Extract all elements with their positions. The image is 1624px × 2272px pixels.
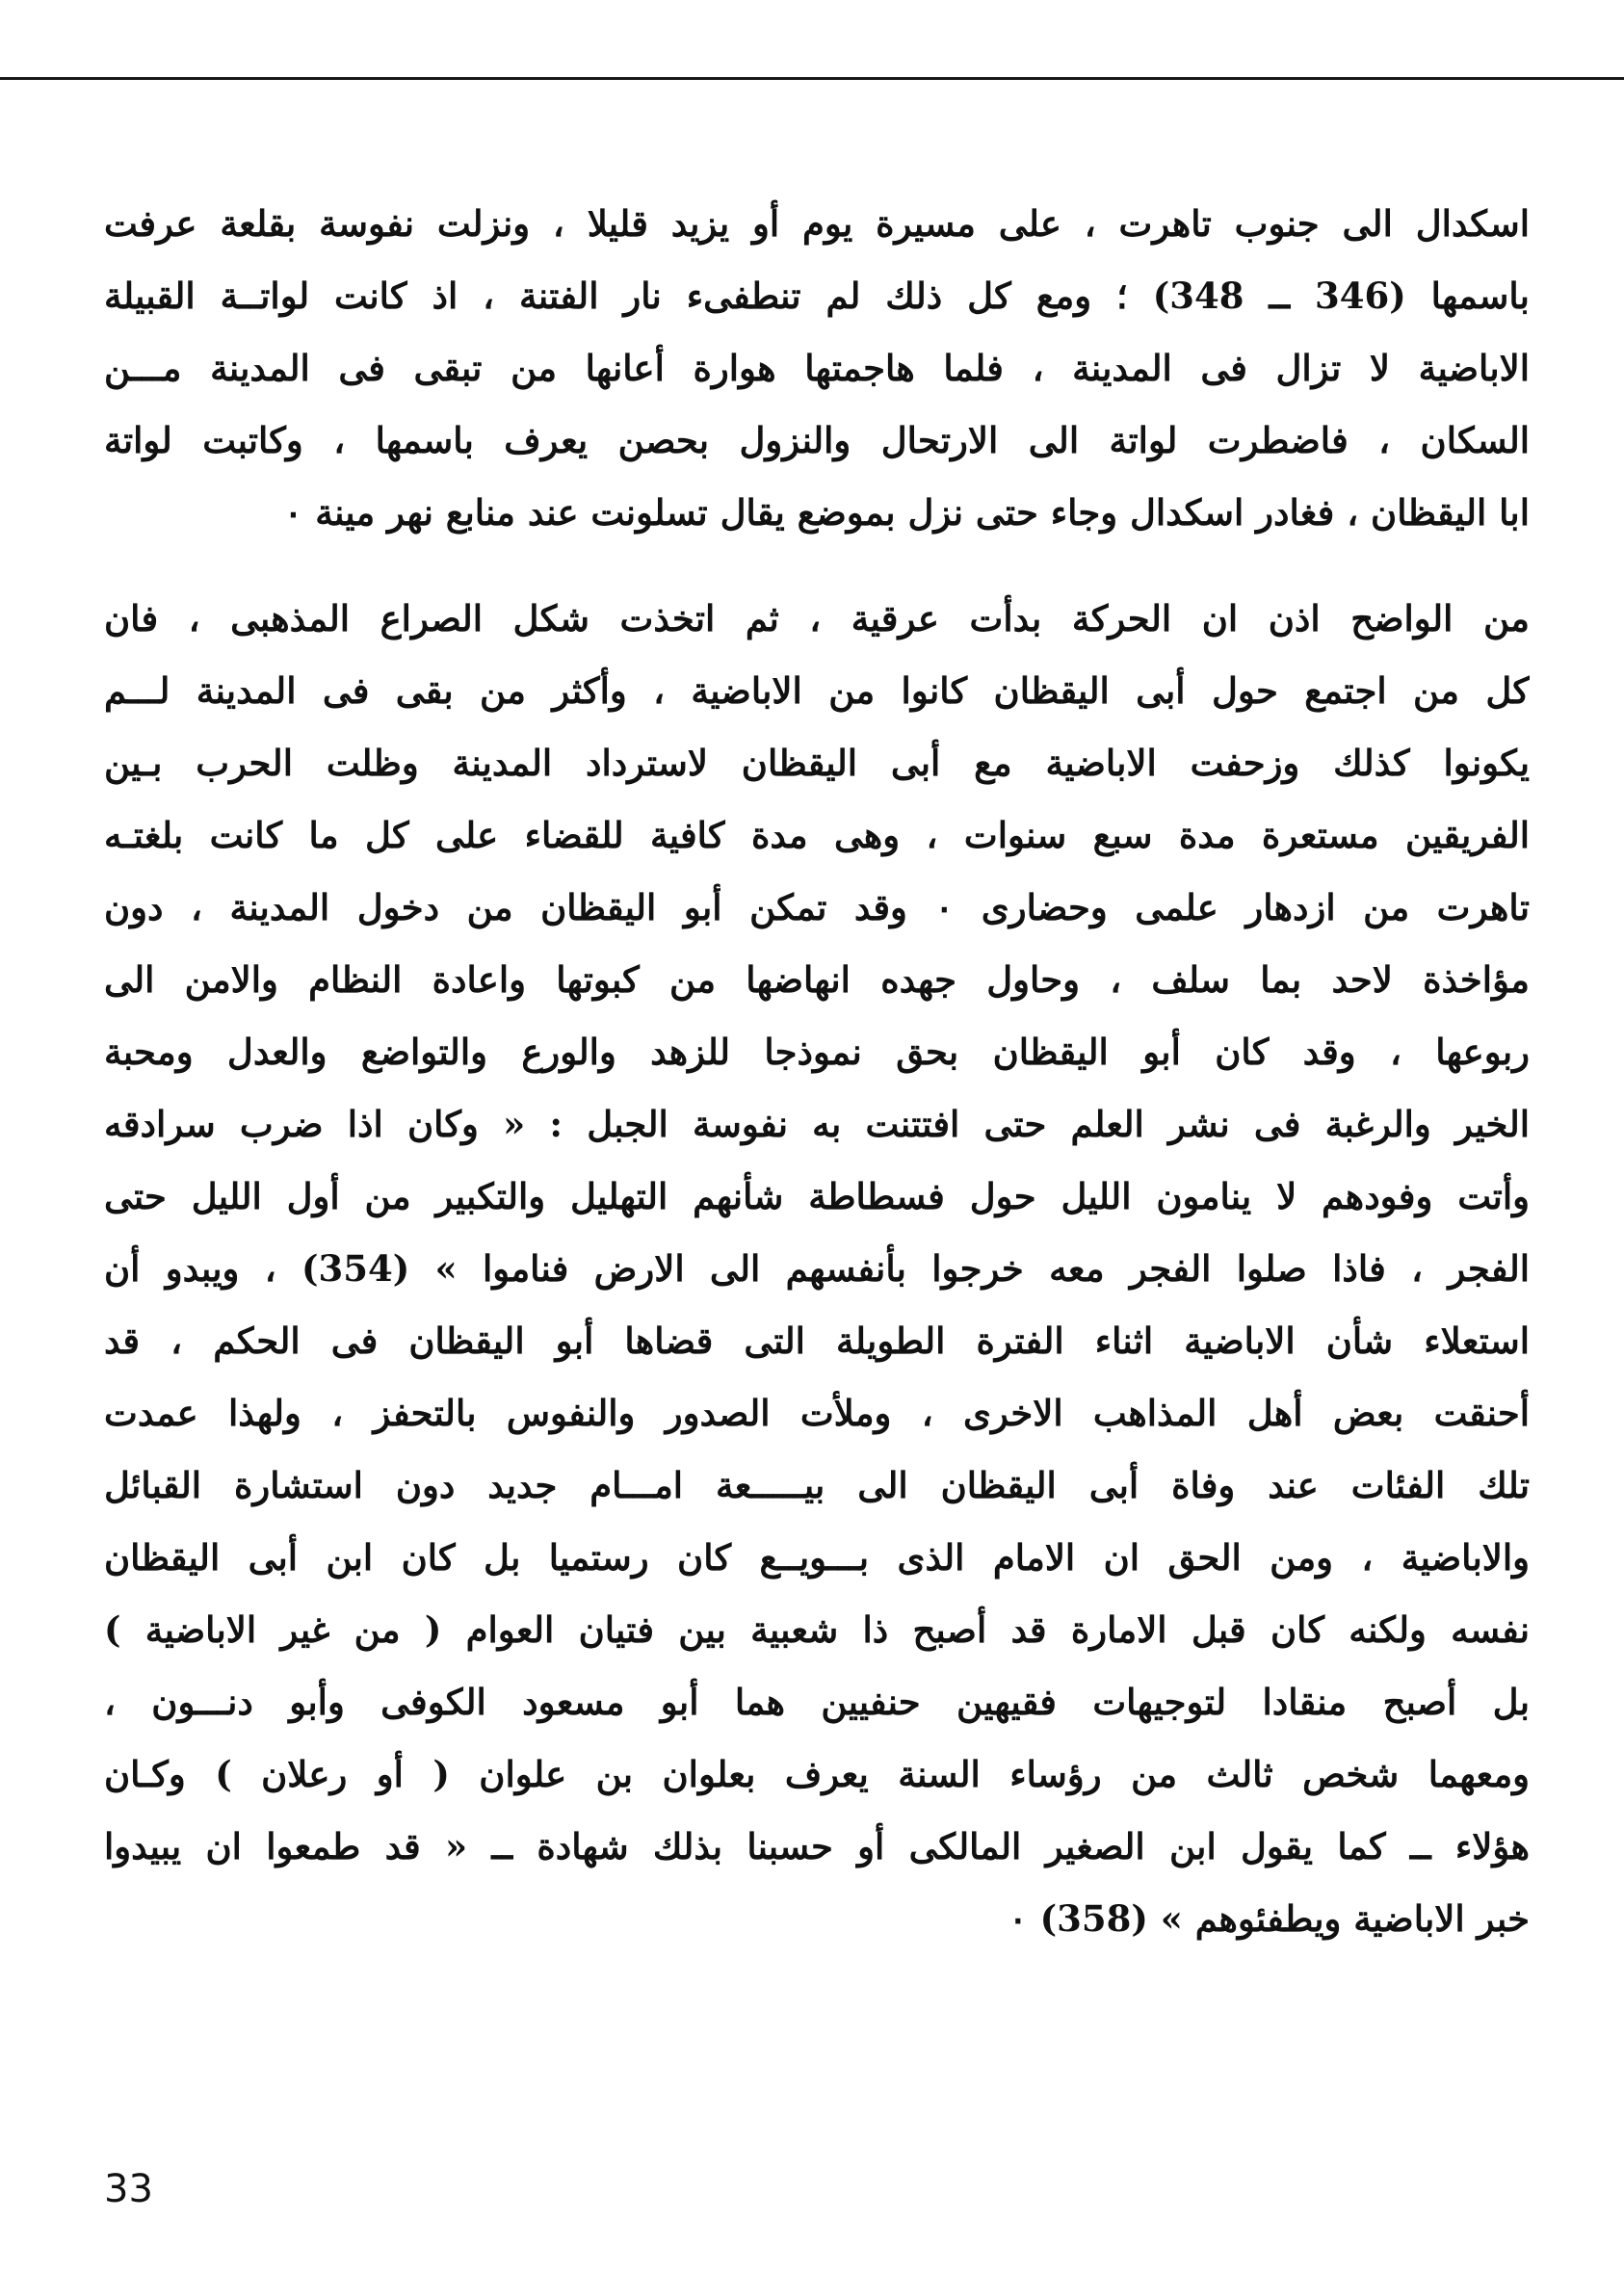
- text-line: مؤاخذة لاحد بما سلف ، وحاول جهده انهاضها من كبوتها واعادة النظام والامن الى: [104, 958, 1530, 1001]
- text-line: تاهرت من ازدهار علمى وحضارى ٠ وقد تمكن أبو اليقظان من دخول المدينة ، دون: [104, 886, 1530, 928]
- top-rule: [0, 77, 1624, 80]
- text-line: اسكدال الى جنوب تاهرت ، على مسيرة يوم أو يزيد قليلا ، ونزلت نفوسة بقلعة عرفت: [104, 202, 1530, 245]
- text-line: والاباضية ، ومن الحق ان الامام الذى بـــويــع كان رستميا بل كان ابن أبى اليقظان: [104, 1536, 1530, 1579]
- text-line: ربوعها ، وقد كان أبو اليقظان بحق نموذجا للزهد والورع والتواضع والعدل ومحبة: [104, 1031, 1530, 1073]
- text-line: يكونوا كذلك وزحفت الاباضية مع أبى اليقظان لاسترداد المدينة وظلت الحرب بـين: [104, 742, 1530, 784]
- text-line: السكان ، فاضطرت لواتة الى الارتحال والنزول بحصن يعرف باسمها ، وكاتبت لواتة: [104, 419, 1530, 461]
- text-line: استعلاء شأن الاباضية اثناء الفترة الطويلة التى قضاها أبو اليقظان فى الحكم ، قد: [104, 1319, 1530, 1362]
- page-number: 33: [104, 2167, 153, 2211]
- text-line: باسمها (346 ــ 348) ؛ ومع كل ذلك لم تنطفىء نار الفتنة ، اذ كانت لواتــة القبيلة: [104, 274, 1530, 317]
- text-line: هؤلاء ــ كما يقول ابن الصغير المالكى أو حسبنا بذلك شهادة ــ « قد طمعوا ان يبيدوا: [104, 1825, 1530, 1867]
- text-line: وأتت وفودهم لا ينامون الليل حول فسطاطة شأنهم التهليل والتكبير من أول الليل حتى: [104, 1175, 1530, 1217]
- text-line: الفريقين مستعرة مدة سبع سنوات ، وهى مدة كافية للقضاء على كل ما كانت بلغتـه: [104, 814, 1530, 856]
- text-line: بل أصبح منقادا لتوجيهات فقيهين حنفيين هما أبو مسعود الكوفى وأبو دنـــون ،: [104, 1681, 1530, 1723]
- paragraph-1: [104, 188, 1530, 549]
- text-line: الفجر ، فاذا صلوا الفجر معه خرجوا بأنفسهم الى الارض فناموا » (354) ، ويبدو أن: [104, 1247, 1530, 1290]
- text-line: تلك الفئات عند وفاة أبى اليقظان الى بيـــــعة امـــام جديد دون استشارة القبائل: [104, 1464, 1530, 1506]
- text-line: ومعهما شخص ثالث من رؤساء السنة يعرف بعلوان بن علوان ( أو رعلان ) وكـان: [104, 1753, 1530, 1795]
- text-line: نفسه ولكنه كان قبل الامارة قد أصبح ذا شعبية بين فتيان العوام ( من غير الاباضية ): [104, 1608, 1530, 1651]
- text-line: من الواضح اذن ان الحركة بدأت عرقية ، ثم اتخذت شكل الصراع المذهبى ، فان: [104, 597, 1530, 640]
- text-line: الخير والرغبة فى نشر العلم حتى افتتنت به نفوسة الجبل : « وكان اذا ضرب سرادقه: [104, 1103, 1530, 1145]
- text-line: خبر الاباضية ويطفئوهم » (358) ٠: [1008, 1897, 1530, 1940]
- text-line: كل من اجتمع حول أبى اليقظان كانوا من الاباضية ، وأكثر من بقى فى المدينة لـــم: [104, 669, 1530, 712]
- text-line: أحنقت بعض أهل المذاهب الاخرى ، وملأت الصدور والنفوس بالتحفز ، ولهذا عمدت: [104, 1392, 1530, 1434]
- text-line: الاباضية لا تزال فى المدينة ، فلما هاجمتها هوارة أعانها من تبقى فى المدينة مـــن: [104, 347, 1530, 389]
- text-line: ابا اليقظان ، فغادر اسكدال وجاء حتى نزل بموضع يقال تسلونت عند منابع نهر مينة ٠: [283, 491, 1530, 534]
- paragraph-2: [104, 583, 1530, 1955]
